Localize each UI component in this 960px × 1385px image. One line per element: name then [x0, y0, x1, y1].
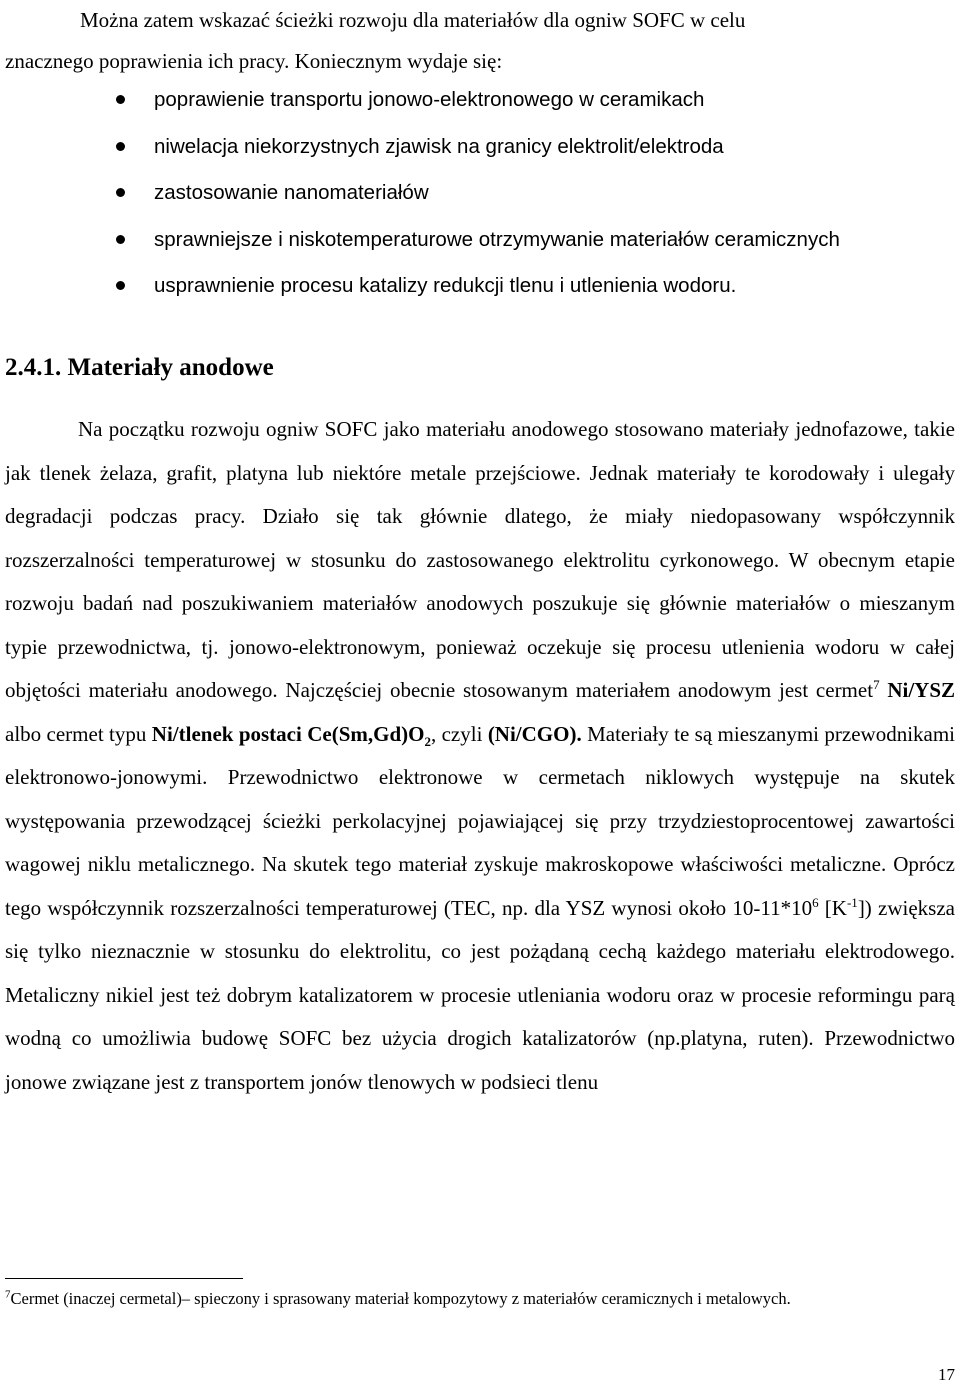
footnote-reference: 7: [873, 677, 880, 692]
oxygen-subscript: 2: [424, 733, 431, 749]
bullet-item: [0, 220, 960, 267]
exponent-superscript: 6: [812, 894, 819, 910]
material-ni-ceria: Ni/tlenek postaci Ce(Sm,Gd)O: [151, 721, 425, 746]
material-ni-cgo: (Ni/CGO).: [487, 721, 582, 746]
body-text-4: Materiały te są mieszanymi przewodnikami elektronowo-jonowymi. Przewodnictwo elektronowe w cermetach niklowych występuje na skutek występowania przewodzącej ścieżki perkolacyjnej pojawiającej się przy trzydziestoprocentowej zawartości wagowej niklu metalicznego. Na skutek tego materiał zyskuje makroskopowe właściwości metaliczne. Oprócz tego współczynnik rozszerzalności temperaturowej (TEC, np. dla YSZ wynosi około 10-11*10: [5, 721, 956, 920]
footnote-mark: 7: [5, 1288, 11, 1301]
bullet-text: zastosowanie nanomateriałów: [154, 181, 429, 204]
unit-superscript: -1: [846, 894, 858, 910]
requirements-bullet-list: [0, 80, 960, 313]
bullet-text: niwelacja niekorzystnych zjawisk na granicy elektrolit/elektroda: [154, 134, 724, 158]
bullet-item: [0, 173, 960, 220]
body-text-3: , czyli: [430, 721, 488, 746]
bullet-icon: [116, 281, 125, 290]
body-text-6: ]) zwiększa się tylko nieznacznie w stosunku do elektrolitu, co jest pożądaną cechą każdego materiału elektrodowego. Metaliczny nikiel jest też dobrym katalizatorem w procesie utleniania wodoru oraz w procesie reformingu parą wodną co umożliwia budowę SOFC bez użycia drogich katalizatorów (np.platyna, ruten). Przewodnictwo jonowe związane jest z transportem jonów tlenowych w podsieci tlenu: [5, 895, 955, 1094]
bullet-text: sprawniejsze i niskotemperaturowe otrzymywanie materiałów ceramicznych: [154, 227, 840, 251]
bullet-icon: [116, 142, 125, 151]
body-text-2: albo cermet typu: [5, 721, 152, 746]
bullet-item: [0, 127, 960, 174]
bullet-icon: [116, 235, 125, 244]
bullet-text: usprawnienie procesu katalizy redukcji tlenu i utlenienia wodoru.: [154, 274, 737, 297]
bullet-item: [0, 266, 960, 313]
page-number: 17: [938, 1365, 955, 1384]
intro-line-2: znacznego poprawienia ich pracy. Koniecznym wydaje się:: [5, 49, 503, 73]
footnote-separator: [5, 1278, 243, 1279]
body-paragraph: [5, 408, 955, 1104]
bullet-item: [0, 80, 960, 127]
intro-paragraph: [5, 0, 955, 82]
body-text-5: [K: [818, 895, 847, 920]
section-heading: 2.4.1. Materiały anodowe: [5, 354, 274, 381]
intro-line-1: Można zatem wskazać ścieżki rozwoju dla materiałów dla ogniw SOFC w celu: [80, 8, 746, 32]
bullet-icon: [116, 188, 125, 197]
material-ni-ysz: Ni/YSZ: [887, 678, 956, 702]
footnote-text: Cermet (inaczej cermetal)– spieczony i sprasowany materiał kompozytowy z materiałów ceramicznych i metalowych.: [10, 1289, 791, 1308]
footnote: [5, 1287, 955, 1311]
bullet-icon: [116, 95, 125, 104]
bullet-text: poprawienie transportu jonowo-elektronowego w ceramikach: [154, 88, 705, 111]
body-text-1: Na początku rozwoju ogniw SOFC jako materiału anodowego stosowano materiały jednofazowe, takie jak tlenek żelaza, grafit, platyna lub niektóre metale przejściowe. Jednak materiały te korodowały i ulegały degradacji podczas pracy. Działo się tak głównie dlatego, że miały niedopasowany współczynnik rozszerzalności temperaturowej w stosunku do zastosowanego elektrolitu cyrkonowego. W obecnym etapie rozwoju badań nad poszukiwaniem materiałów anodowych poszukuje się głównie materiałów o mieszanym typie przewodnictwa, tj. jonowo-elektronowym, ponieważ oczekuje się procesu utlenienia wodoru w całej objętości materiału anodowego. Najczęściej obecnie stosowanym materiałem anodowym jest cermet: [5, 417, 955, 702]
